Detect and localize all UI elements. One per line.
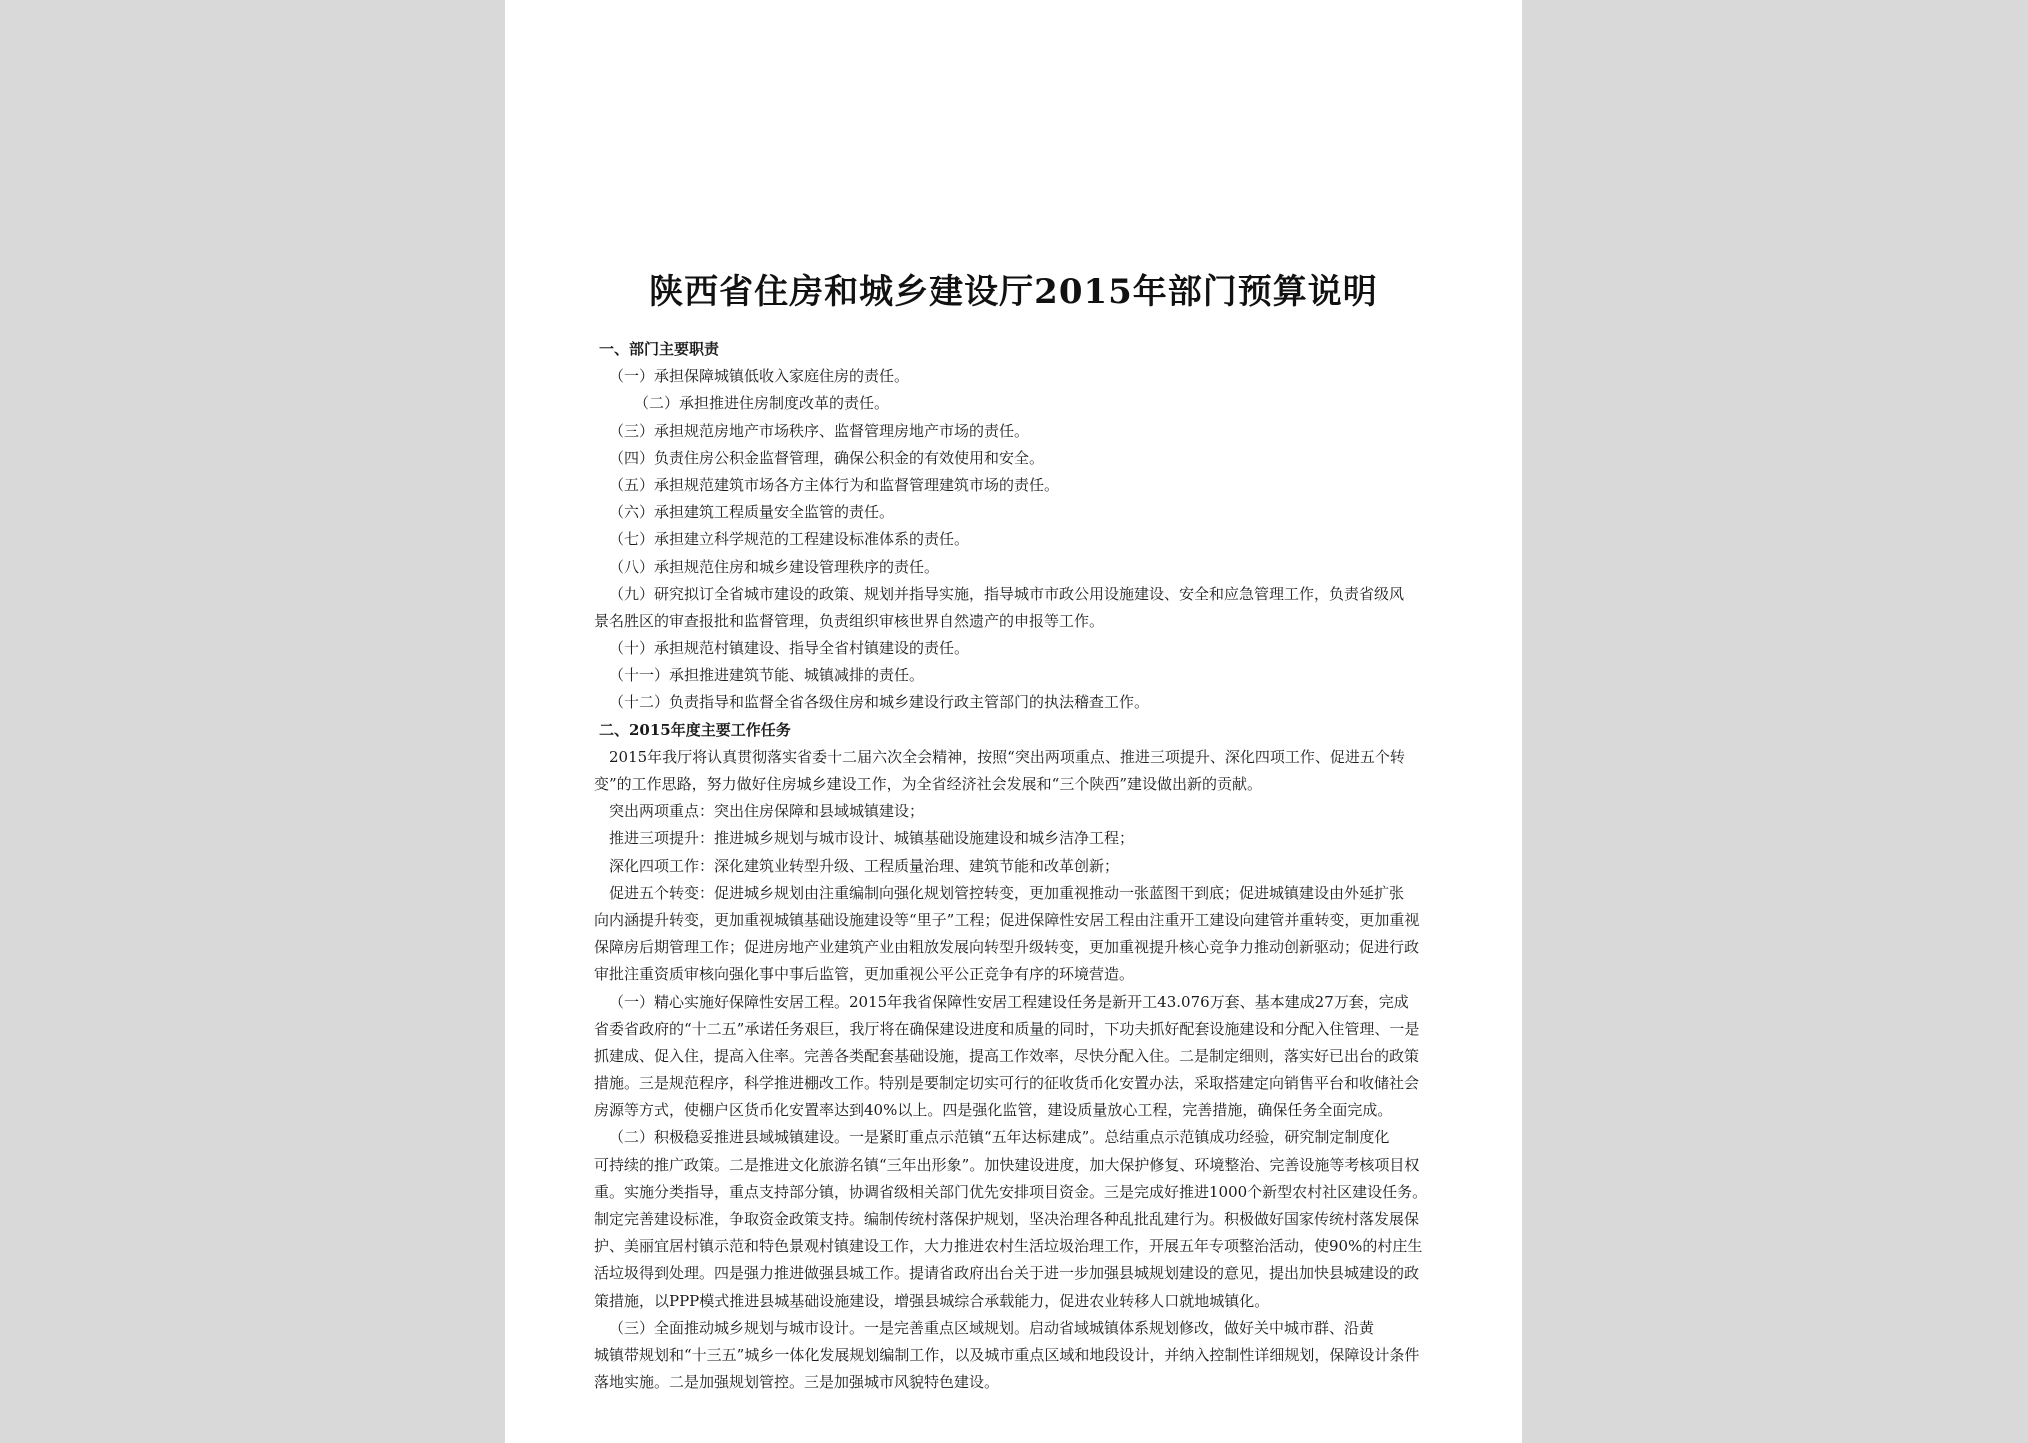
document-line: 保障房后期管理工作；促进房地产业建筑产业由粗放发展向转型升级转变，更加重视提升核心竞争力推动创新驱动；促进行政	[594, 938, 1420, 957]
document-line: （六）承担建筑工程质量安全监管的责任。	[609, 503, 895, 522]
document-line: 房源等方式，使棚户区货币化安置率达到40%以上。四是强化监管，建设质量放心工程，完善措施，确保任务全面完成。	[594, 1101, 1393, 1120]
document-page	[505, 0, 1522, 1443]
document-line: 省委省政府的“十二五”承诺任务艰巨，我厅将在确保建设进度和质量的同时，下功夫抓好配套设施建设和分配入住管理、一是	[594, 1019, 1420, 1038]
document-line: （三）承担规范房地产市场秩序、监督管理房地产市场的责任。	[609, 421, 1030, 440]
document-line: （七）承担建立科学规范的工程建设标准体系的责任。	[609, 530, 970, 549]
document-line: 活垃圾得到处理。四是强力推进做强县城工作。提请省政府出台关于进一步加强县城规划建设的意见，提出加快县城建设的政	[594, 1264, 1420, 1283]
document-line: （九）研究拟订全省城市建设的政策、规划并指导实施，指导城市市政公用设施建设、安全和应急管理工作，负责省级风	[609, 584, 1405, 603]
document-line: 策措施，以PPP模式推进县城基础设施建设，增强县城综合承载能力，促进农业转移人口就地城镇化。	[594, 1291, 1270, 1310]
document-line: 深化四项工作：深化建筑业转型升级、工程质量治理、建筑节能和改革创新；	[609, 856, 1120, 875]
document-line: 促进五个转变：促进城乡规划由注重编制向强化规划管控转变，更加重视推动一张蓝图干到底；促进城镇建设由外延扩张	[609, 883, 1405, 902]
document-line: 变”的工作思路，努力做好住房城乡建设工作，为全省经济社会发展和“三个陕西”建设做出新的贡献。	[594, 775, 1263, 793]
document-line: （五）承担规范建筑市场各方主体行为和监督管理建筑市场的责任。	[609, 475, 1060, 494]
document-line: （十一）承担推进建筑节能、城镇减排的责任。	[609, 666, 925, 685]
document-line: 景名胜区的审查报批和监督管理，负责组织审核世界自然遗产的申报等工作。	[594, 611, 1105, 630]
document-line: （十）承担规范村镇建设、指导全省村镇建设的责任。	[609, 639, 970, 658]
document-line: （二）积极稳妥推进县域城镇建设。一是紧盯重点示范镇“五年达标建成”。总结重点示范镇成功经验，研究制定制度化	[609, 1128, 1390, 1147]
document-line: 抓建成、促入住，提高入住率。完善各类配套基础设施，提高工作效率，尽快分配入住。二是制定细则，落实好已出台的政策	[594, 1046, 1420, 1065]
document-line: 可持续的推广政策。二是推进文化旅游名镇“三年出形象”。加快建设进度，加大保护修复、环境整治、完善设施等考核项目权	[594, 1155, 1420, 1174]
document-line: （二）承担推进住房制度改革的责任。	[634, 394, 890, 413]
document-line: 制定完善建设标准，争取资金政策支持。编制传统村落保护规划，坚决治理各种乱批乱建行为。积极做好国家传统村落发展保	[594, 1210, 1420, 1228]
document-line: （八）承担规范住房和城乡建设管理秩序的责任。	[609, 557, 940, 576]
document-line: 推进三项提升：推进城乡规划与城市设计、城镇基础设施建设和城乡洁净工程；	[609, 829, 1135, 848]
document-line: 落地实施。二是加强规划管控。三是加强城市风貌特色建设。	[594, 1373, 1000, 1392]
document-line: 向内涵提升转变，更加重视城镇基础设施建设等“里子”工程；促进保障性安居工程由注重开工建设向建管并重转变，更加重视	[594, 910, 1420, 929]
document-line: （四）负责住房公积金监督管理，确保公积金的有效使用和安全。	[609, 448, 1045, 467]
document-line: 护、美丽宜居村镇示范和特色景观村镇建设工作，大力推进农村生活垃圾治理工作，开展五年专项整治活动，使90%的村庄生	[594, 1237, 1423, 1256]
document-body	[594, 336, 1464, 1396]
document-line: （一）承担保障城镇低收入家庭住房的责任。	[609, 367, 910, 386]
document-line: 突出两项重点：突出住房保障和县域城镇建设；	[609, 802, 925, 821]
document-line: 审批注重资质审核向强化事中事后监管，更加重视公平公正竞争有序的环境营造。	[594, 965, 1135, 984]
document-line: 二、2015年度主要工作任务	[599, 720, 791, 739]
document-line: 措施。三是规范程序，科学推进棚改工作。特别是要制定切实可行的征收货币化安置办法，采取搭建定向销售平台和收储社会	[594, 1074, 1420, 1093]
document-title: 陕西省住房和城乡建设厅2015年部门预算说明	[649, 272, 1378, 312]
document-line: （三）全面推动城乡规划与城市设计。一是完善重点区域规划。启动省域城镇体系规划修改，做好关中城市群、沿黄	[609, 1318, 1375, 1337]
document-line: （一）精心实施好保障性安居工程。2015年我省保障性安居工程建设任务是新开工43.076万套、基本建成27万套，完成	[609, 992, 1409, 1011]
document-line: 城镇带规划和“十三五”城乡一体化发展规划编制工作，以及城市重点区域和地段设计，并纳入控制性详细规划，保障设计条件	[594, 1345, 1420, 1364]
document-line: 2015年我厅将认真贯彻落实省委十二届六次全会精神，按照“突出两项重点、推进三项提升、深化四项工作、促进五个转	[609, 747, 1405, 766]
document-line: 重。实施分类指导，重点支持部分镇，协调省级相关部门优先安排项目资金。三是完成好推进1000个新型农村社区建设任务。	[594, 1182, 1428, 1201]
document-line: （十二）负责指导和监督全省各级住房和城乡建设行政主管部门的执法稽查工作。	[609, 693, 1150, 712]
document-line: 一、部门主要职责	[599, 340, 720, 358]
